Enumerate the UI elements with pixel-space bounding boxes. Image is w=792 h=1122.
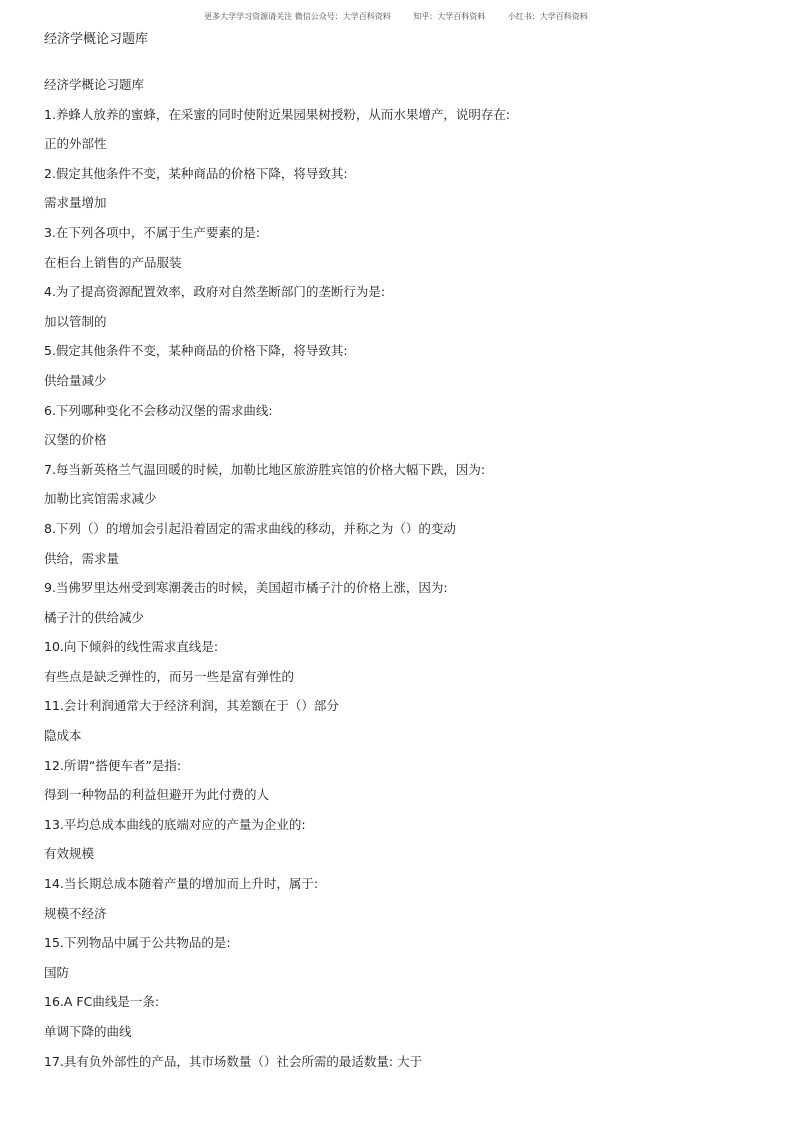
answer-15: 国防	[44, 964, 70, 980]
answer-13: 有效规模	[44, 846, 95, 862]
question-15: 15.下列物品中属于公共物品的是:	[44, 935, 231, 951]
answer-11: 隐成本	[44, 728, 82, 744]
document-body	[44, 76, 744, 1082]
question-14: 14.当长期总成本随着产量的增加而上升时，属于:	[44, 876, 319, 892]
document-title: 经济学概论习题库	[44, 32, 149, 47]
answer-3: 在柜台上销售的产品服装	[44, 254, 182, 270]
question-2: 2.假定其他条件不变，某种商品的价格下降，将导致其:	[44, 165, 348, 181]
answer-4: 加以管制的	[44, 313, 107, 329]
question-17-with-answer: 17.具有负外部性的产品，其市场数量（）社会所需的最适数量: 大于	[44, 1053, 423, 1069]
answer-10: 有些点是缺乏弹性的，而另一些是富有弹性的	[44, 668, 295, 684]
question-1: 1.养蜂人放养的蜜蜂，在采蜜的同时使附近果园果树授粉，从而水果增产，说明存在:	[44, 106, 511, 122]
header-segment-wechat: 更多大学学习资源请关注 微信公众号：大学百科资料	[204, 12, 391, 21]
question-3: 3.在下列各项中，不属于生产要素的是:	[44, 224, 261, 240]
question-7: 7.每当新英格兰气温回暖的时候，加勒比地区旅游胜宾馆的价格大幅下跌，因为:	[44, 461, 486, 477]
question-4: 4.为了提高资源配置效率，政府对自然垄断部门的垄断行为是:	[44, 284, 386, 300]
header-segment-xiaohongshu: 小红书：大学百科资料	[507, 12, 588, 21]
question-9: 9.当佛罗里达州受到寒潮袭击的时候，美国超市橘子汁的价格上涨，因为:	[44, 580, 448, 596]
section-heading: 经济学概论习题库	[44, 77, 145, 92]
question-13: 13.平均总成本曲线的底端对应的产量为企业的:	[44, 816, 306, 832]
answer-14: 规模不经济	[44, 905, 107, 921]
page-header-note	[0, 11, 792, 22]
question-5: 5.假定其他条件不变，某种商品的价格下降，将导致其:	[44, 343, 348, 359]
question-11: 11.会计利润通常大于经济利润，其差额在于（）部分	[44, 698, 339, 714]
header-segment-zhihu: 知乎：大学百科资料	[413, 12, 486, 21]
answer-7: 加勒比宾馆需求减少	[44, 491, 157, 507]
question-12: 12.所谓“搭便车者”是指:	[44, 757, 182, 773]
answer-5: 供给量减少	[44, 372, 107, 388]
answer-8: 供给，需求量	[44, 550, 120, 566]
answer-9: 橘子汁的供给减少	[44, 609, 145, 625]
question-6: 6.下列哪种变化不会移动汉堡的需求曲线:	[44, 402, 273, 418]
question-16: 16.A FC曲线是一条:	[44, 994, 160, 1010]
question-10: 10.向下倾斜的线性需求直线是:	[44, 639, 219, 655]
answer-1: 正的外部性	[44, 136, 107, 152]
answer-2: 需求量增加	[44, 195, 107, 211]
question-8: 8.下列（）的增加会引起沿着固定的需求曲线的移动，并称之为（）的变动	[44, 520, 456, 536]
answer-16: 单调下降的曲线	[44, 1024, 132, 1039]
answer-6: 汉堡的价格	[44, 432, 107, 448]
answer-12: 得到一种物品的利益但避开为此付费的人	[44, 787, 270, 803]
